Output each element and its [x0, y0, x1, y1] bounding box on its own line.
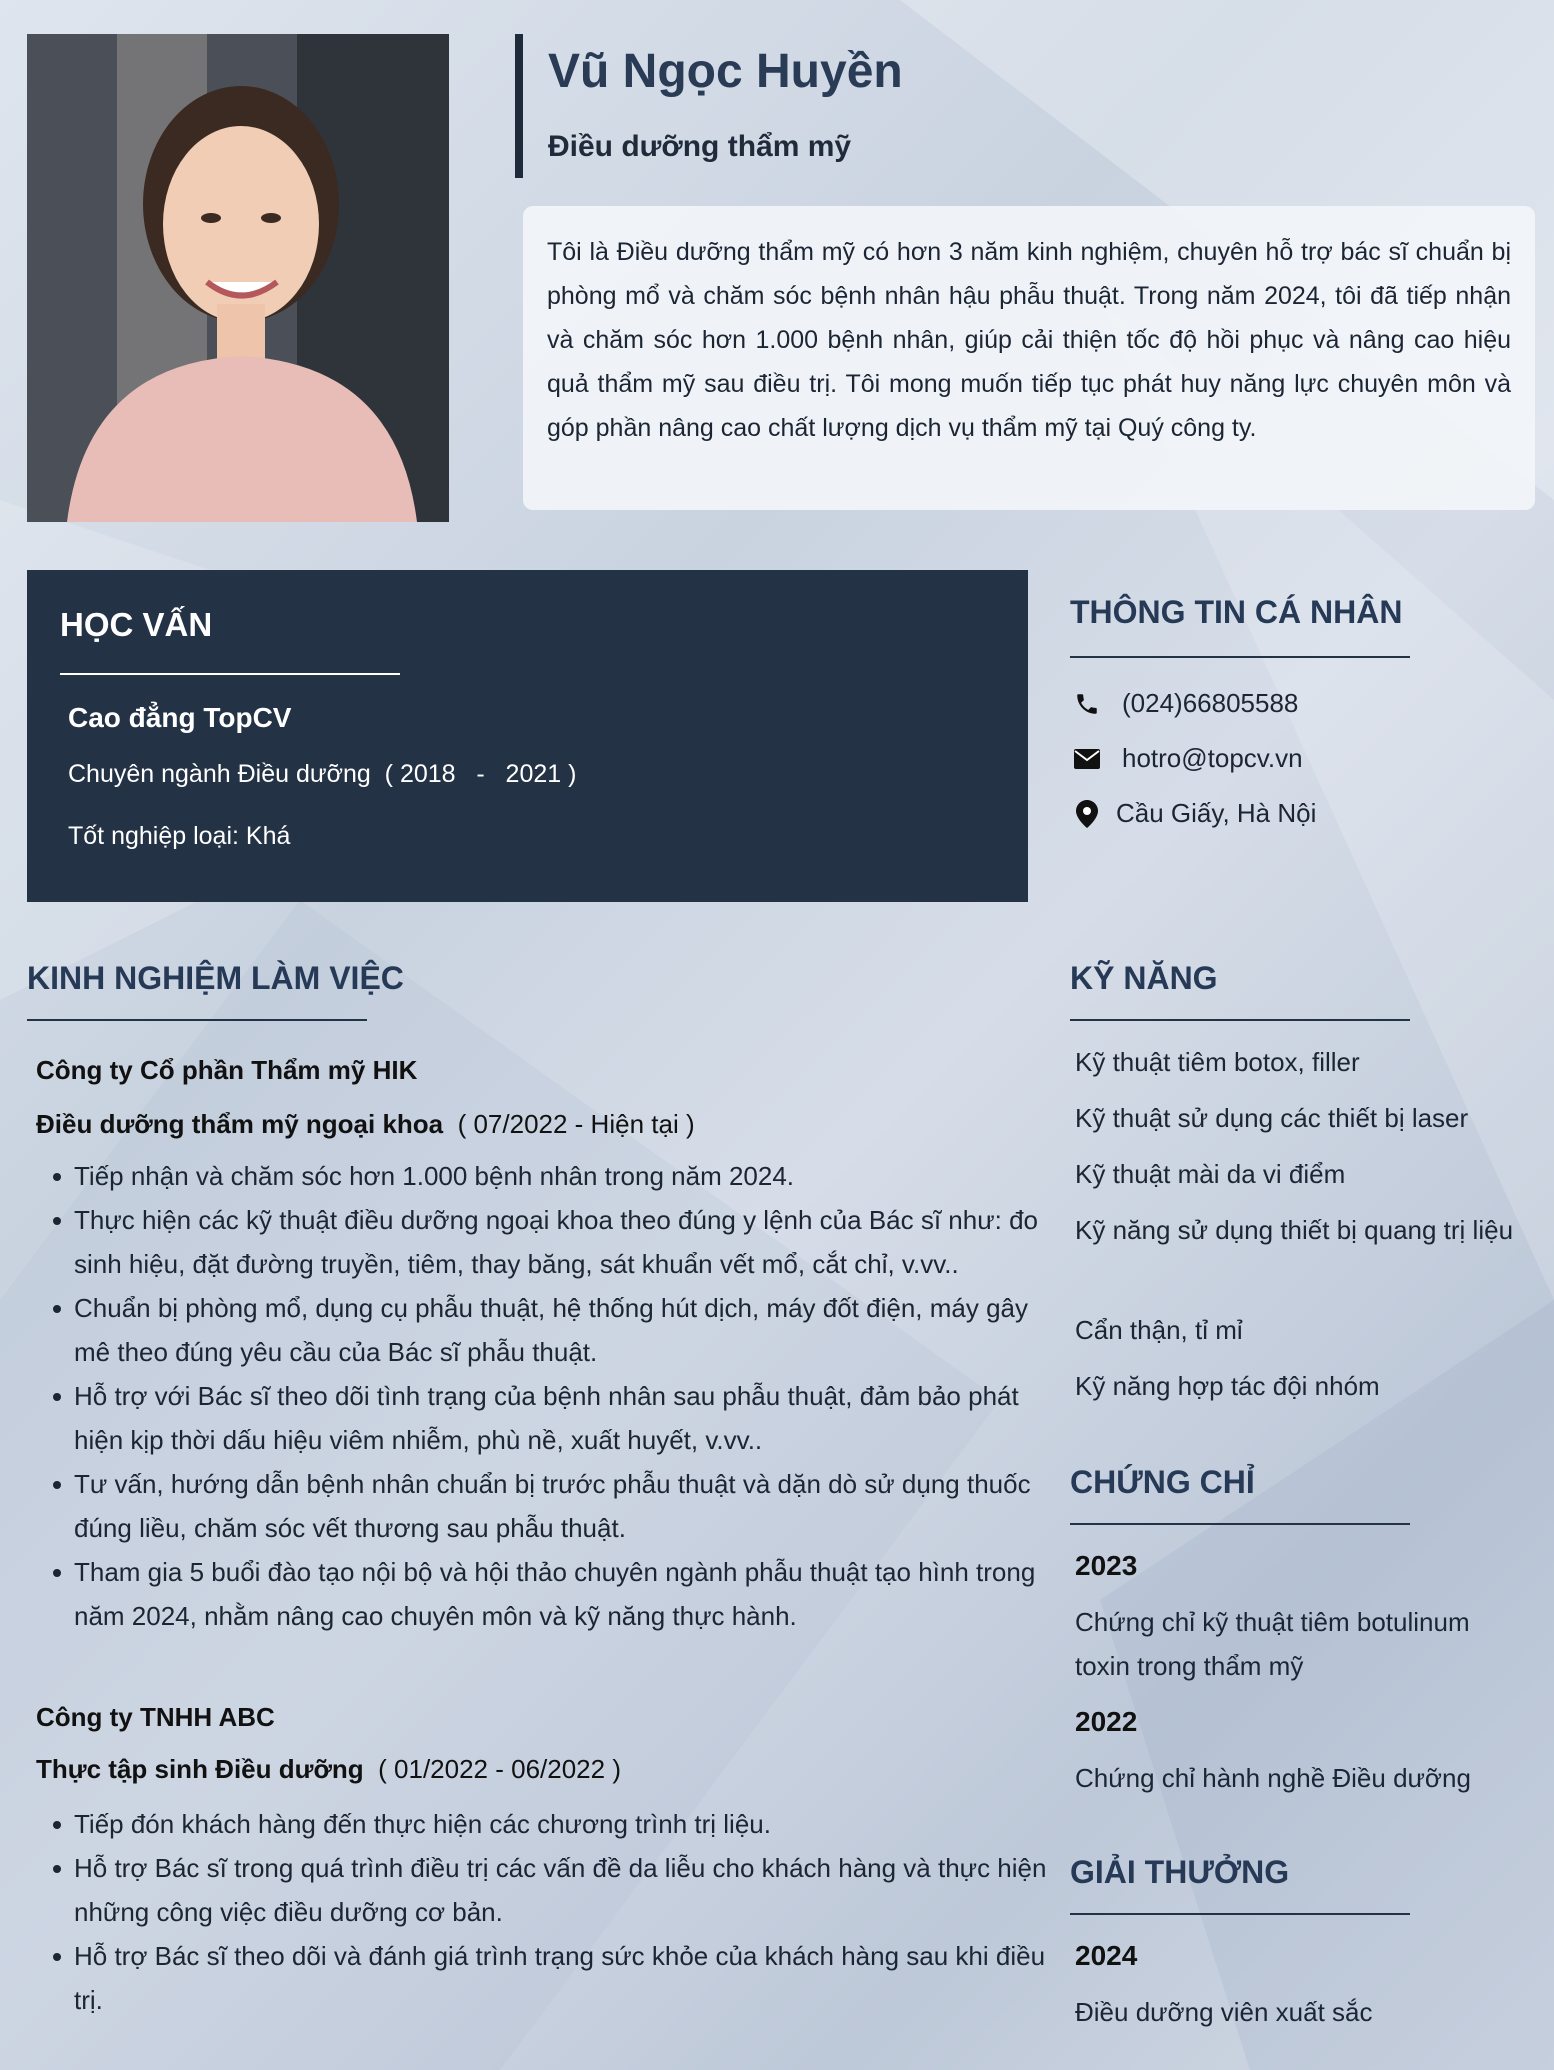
job-position [36, 1109, 695, 1140]
map-pin-icon [1072, 799, 1102, 829]
job-company: Công ty Cổ phần Thẩm mỹ HIK [36, 1055, 418, 1085]
awards-divider [1070, 1913, 1410, 1915]
experience-heading: KINH NGHIỆM LÀM VIỆC [27, 960, 404, 996]
list-item: Chuẩn bị phòng mổ, dụng cụ phẫu thuật, hệ thống hút dịch, máy đốt điện, máy gây mê theo đúng yêu cầu của Bác sĩ phẫu thuật. [74, 1286, 1059, 1374]
contact-address [1072, 798, 1316, 829]
experience-divider [27, 1019, 367, 1021]
list-item: Hỗ trợ Bác sĩ trong quá trình điều trị các vấn đề da liễu cho khách hàng và thực hiện những công việc điều dưỡng cơ bản. [74, 1846, 1059, 1934]
education-school: Cao đẳng TopCV [68, 702, 292, 733]
certificate-name: Chứng chỉ kỹ thuật tiêm botulinum toxin trong thẩm mỹ [1075, 1607, 1470, 1681]
award-name: Điều dưỡng viên xuất sắc [1075, 1997, 1373, 2027]
list-item: Tiếp đón khách hàng đến thực hiện các chương trình trị liệu. [74, 1802, 1059, 1846]
list-item: Hỗ trợ với Bác sĩ theo dõi tình trạng của bệnh nhân sau phẫu thuật, đảm bảo phát hiện kịp thời dấu hiệu viêm nhiễm, phù nề, xuất huyết, v.vv.. [74, 1374, 1059, 1462]
skill-item: Kỹ năng hợp tác đội nhóm [1075, 1371, 1380, 1401]
education-grade: Tốt nghiệp loại: Khá [68, 822, 291, 850]
header-accent-bar [515, 34, 523, 178]
awards-heading: GIẢI THƯỞNG [1070, 1854, 1290, 1890]
job-period: ( 07/2022 - Hiện tại ) [443, 1109, 695, 1139]
profile-photo [27, 34, 449, 522]
phone-icon [1072, 689, 1102, 719]
job-duties-list [36, 1154, 1059, 1638]
personal-info-heading: THÔNG TIN CÁ NHÂN [1070, 594, 1403, 630]
profile-summary: Tôi là Điều dưỡng thẩm mỹ có hơn 3 năm kinh nghiệm, chuyên hỗ trợ bác sĩ chuẩn bị phòng mổ và chăm sóc bệnh nhân hậu phẫu thuật. Trong năm 2024, tôi đã tiếp nhận và chăm sóc hơn 1.000 bệnh nhân, giúp cải thiện tốc độ hồi phục và nâng cao hiệu quả thẩm mỹ sau điều trị. Tôi mong muốn tiếp tục phát huy năng lực chuyên môn và góp phần nâng cao chất lượng dịch vụ thẩm mỹ tại Quý công ty. [523, 206, 1535, 510]
list-item: Hỗ trợ Bác sĩ theo dõi và đánh giá trình trạng sức khỏe của khách hàng sau khi điều trị. [74, 1934, 1059, 2022]
skill-item: Cẩn thận, tỉ mỉ [1075, 1315, 1243, 1345]
contact-phone [1072, 688, 1298, 719]
certificate-name: Chứng chỉ hành nghề Điều dưỡng [1075, 1763, 1471, 1793]
skill-item: Kỹ thuật tiêm botox, filler [1075, 1047, 1360, 1077]
contact-email-value[interactable]: hotro@topcv.vn [1122, 743, 1303, 773]
avatar [27, 34, 449, 522]
skills-heading: KỸ NĂNG [1070, 960, 1218, 996]
personal-info-divider [1070, 656, 1410, 658]
certificates-divider [1070, 1523, 1410, 1525]
education-divider [60, 673, 400, 675]
candidate-name: Vũ Ngọc Huyền [548, 45, 903, 98]
skill-item: Kỹ thuật mài da vi điểm [1075, 1159, 1346, 1189]
skills-divider [1070, 1019, 1410, 1021]
job-company: Công ty TNHH ABC [36, 1702, 275, 1732]
candidate-title: Điều dưỡng thẩm mỹ [548, 130, 852, 163]
list-item: Tư vấn, hướng dẫn bệnh nhân chuẩn bị trước phẫu thuật và dặn dò sử dụng thuốc đúng liều, chăm sóc vết thương sau phẫu thuật. [74, 1462, 1059, 1550]
list-item: Tiếp nhận và chăm sóc hơn 1.000 bệnh nhân trong năm 2024. [74, 1154, 1059, 1198]
job-position-title: Điều dưỡng thẩm mỹ ngoại khoa [36, 1109, 444, 1139]
list-item: Tham gia 5 buổi đào tạo nội bộ và hội thảo chuyên ngành phẫu thuật tạo hình trong năm 2024, nhằm nâng cao chuyên môn và kỹ năng thực hành. [74, 1550, 1059, 1638]
certificate-year: 2022 [1075, 1706, 1138, 1737]
contact-address-value: Cầu Giấy, Hà Nội [1116, 798, 1317, 828]
contact-phone-value: (024)66805588 [1122, 688, 1299, 718]
job-position-title: Thực tập sinh Điều dưỡng [36, 1754, 364, 1784]
education-section [27, 570, 1028, 902]
education-major: Chuyên ngành Điều dưỡng ( 2018 - 2021 ) [68, 760, 577, 788]
certificate-year: 2023 [1075, 1550, 1138, 1581]
job-duties-list [36, 1802, 1059, 2022]
certificates-heading: CHỨNG CHỈ [1070, 1464, 1255, 1500]
contact-email [1072, 743, 1303, 774]
list-item: Thực hiện các kỹ thuật điều dưỡng ngoại khoa theo đúng y lệnh của Bác sĩ như: đo sinh hiệu, đặt đường truyền, tiêm, thay băng, sát khuẩn vết mổ, cắt chỉ, v.vv.. [74, 1198, 1059, 1286]
envelope-icon [1072, 744, 1102, 774]
award-year: 2024 [1075, 1940, 1138, 1971]
job-position [36, 1754, 621, 1785]
job-period: ( 01/2022 - 06/2022 ) [363, 1754, 621, 1784]
education-heading: HỌC VẤN [60, 606, 213, 643]
skill-item: Kỹ thuật sử dụng các thiết bị laser [1075, 1103, 1469, 1133]
skill-item: Kỹ năng sử dụng thiết bị quang trị liệu [1075, 1215, 1514, 1245]
